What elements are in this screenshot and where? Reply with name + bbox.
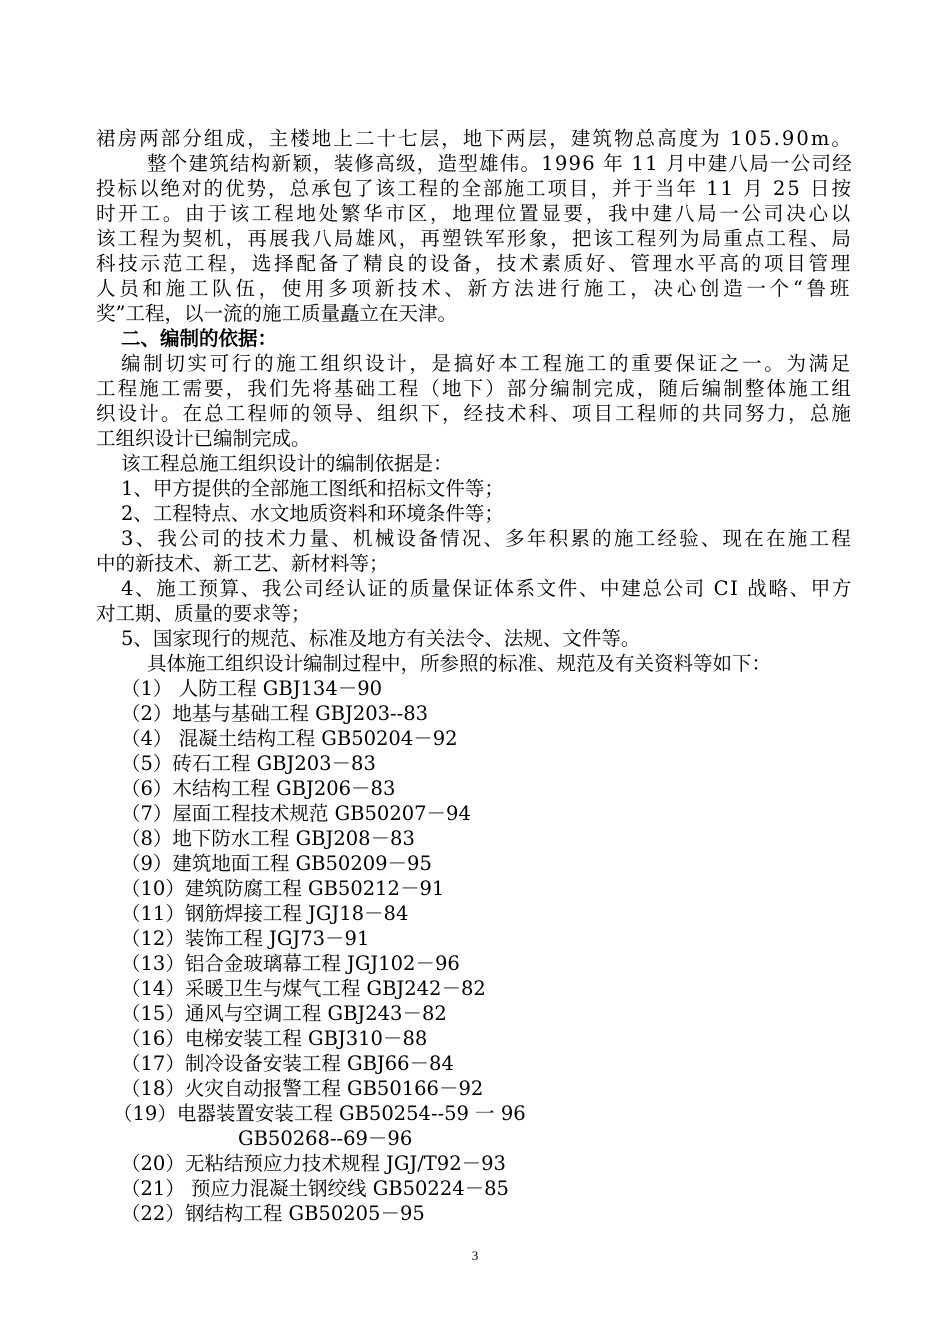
standard-item: （4） 混凝土结构工程 GB50204－92 — [121, 727, 458, 750]
standard-item: （18）火灾自动报警工程 GB50166－92 — [121, 1077, 484, 1100]
paragraph-line: 工程施工需要，我们先将基础工程（地下）部分编制完成，随后编制整体施工组 — [96, 377, 853, 400]
paragraph-line: 织设计。在总工程师的领导、组织下，经技术科、项目工程师的共同努力，总施 — [96, 402, 853, 425]
basis-item: 1、甲方提供的全部施工图纸和招标文件等； — [121, 477, 504, 500]
standard-item-continuation: GB50268--69－96 — [238, 1127, 413, 1150]
standard-item: （13）铝合金玻璃幕工程 JGJ102－96 — [121, 952, 460, 975]
paragraph-line: 该工程总施工组织设计的编制依据是： — [121, 452, 453, 475]
standard-item: （19）电器装置安装工程 GB50254--59 一 96 — [113, 1102, 526, 1125]
paragraph-line: 编制切实可行的施工组织设计，是搞好本工程施工的重要保证之一。为满足 — [121, 352, 853, 375]
standard-item: （20）无粘结预应力技术规程 JGJ/T92－93 — [121, 1152, 506, 1175]
paragraph-line: 该工程为契机，再展我八局雄风，再塑铁军形象，把该工程列为局重点工程、局 — [96, 227, 853, 250]
standard-item: （8）地下防水工程 GBJ208－83 — [121, 827, 415, 850]
paragraph-line: 投标以绝对的优势，总承包了该工程的全部施工项目，并于当年 11 月 25 日按 — [96, 177, 853, 200]
standard-item: （15）通风与空调工程 GBJ243－82 — [121, 1002, 447, 1025]
paragraph-line: 奖”工程，以一流的施工质量矗立在天津。 — [96, 302, 457, 325]
paragraph-line: 具体施工组织设计编制过程中，所参照的标准、规范及有关资料等如下： — [147, 652, 772, 675]
standard-item: （5）砖石工程 GBJ203－83 — [121, 752, 376, 775]
standard-item: （17）制冷设备安装工程 GBJ66－84 — [121, 1052, 454, 1075]
paragraph-line: 工组织设计已编制完成。 — [96, 427, 311, 450]
section-heading: 二、编制的依据： — [121, 327, 278, 350]
standard-item: （2）地基与基础工程 GBJ203--83 — [121, 702, 429, 725]
paragraph-line: 时开工。由于该工程地处繁华市区，地理位置显要，我中建八局一公司决心以 — [96, 202, 853, 225]
basis-item: 5、国家现行的规范、标准及地方有关法令、法规、文件等。 — [121, 627, 641, 650]
standard-item: （21） 预应力混凝土钢绞线 GB50224－85 — [121, 1177, 509, 1200]
standard-item: （7）屋面工程技术规范 GB50207－94 — [121, 802, 471, 825]
standard-item: （22）钢结构工程 GB50205－95 — [121, 1202, 425, 1225]
standard-item: （1） 人防工程 GBJ134－90 — [121, 677, 383, 700]
standard-item: （6）木结构工程 GBJ206－83 — [121, 777, 396, 800]
basis-item: 2、工程特点、水文地质资料和环境条件等； — [121, 502, 504, 525]
basis-item: 4、施工预算、我公司经认证的质量保证体系文件、中建总公司 CI 战略、甲方 — [121, 577, 853, 600]
paragraph-line: 人员和施工队伍，使用多项新技术、新方法进行施工，决心创造一个“鲁班 — [96, 277, 853, 300]
standard-item: （12）装饰工程 JGJ73－91 — [121, 927, 370, 950]
standard-item: （10）建筑防腐工程 GB50212－91 — [121, 877, 445, 900]
paragraph-line: 科技示范工程，选择配备了精良的设备，技术素质好、管理水平高的项目管理 — [96, 252, 853, 275]
standard-item: （16）电梯安装工程 GBJ310－88 — [121, 1027, 428, 1050]
standard-item: （9）建筑地面工程 GB50209－95 — [121, 852, 432, 875]
paragraph-line: 裙房两部分组成，主楼地上二十七层，地下两层，建筑物总高度为 105.90m。 — [96, 127, 853, 150]
basis-item: 3、我公司的技术力量、机械设备情况、多年积累的施工经验、现在在施工程 — [121, 527, 853, 550]
standard-item: （14）采暖卫生与煤气工程 GBJ242－82 — [121, 977, 486, 1000]
basis-item: 中的新技术、新工艺、新材料等； — [96, 552, 389, 575]
basis-item: 对工期、质量的要求等； — [96, 602, 311, 625]
standard-item: （11）钢筋焊接工程 JGJ18－84 — [121, 902, 409, 925]
page-number: 3 — [471, 1248, 479, 1263]
paragraph-line: 整个建筑结构新颖，装修高级，造型雄伟。1996 年 11 月中建八局一公司经 — [147, 152, 853, 175]
